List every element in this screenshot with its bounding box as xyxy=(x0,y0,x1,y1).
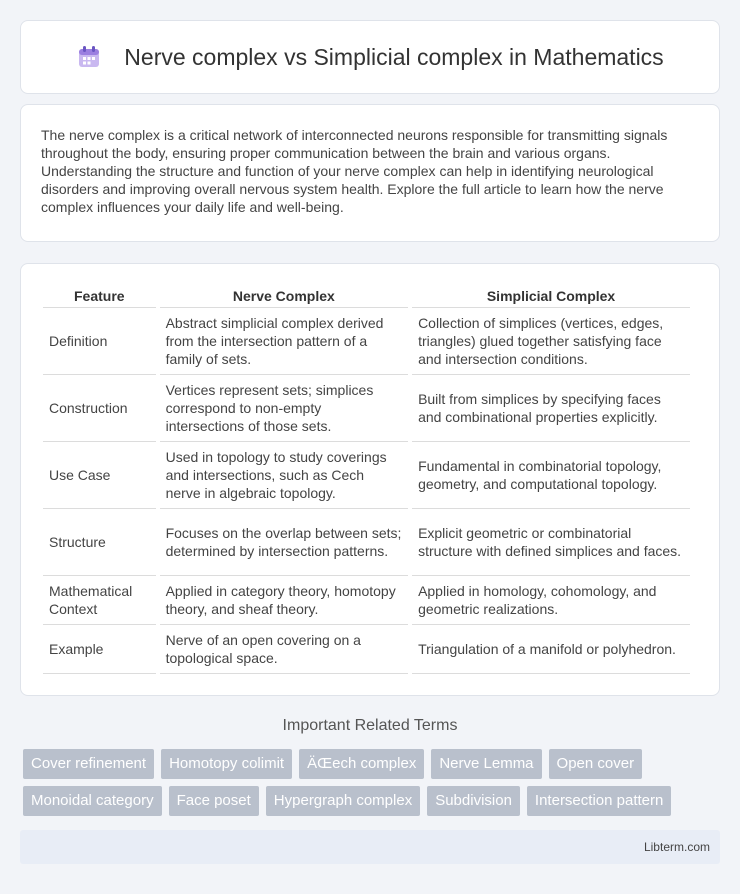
related-terms xyxy=(23,749,723,823)
calendar-icon xyxy=(76,44,102,70)
simplicial-cell: Built from simplices by specifying faces and combinational properties explicitly. xyxy=(412,375,690,442)
simplicial-cell: Collection of simplices (vertices, edges, triangles) glued together satisfying face and intersection conditions. xyxy=(412,308,690,375)
feature-cell: Definition xyxy=(43,308,156,375)
table-row xyxy=(43,509,690,576)
feature-cell: Construction xyxy=(43,375,156,442)
comparison-table xyxy=(39,284,694,674)
table-row xyxy=(43,308,690,375)
header-nerve-complex: Nerve Complex xyxy=(160,284,408,308)
tag-cech-complex[interactable]: ÄŒech complex xyxy=(299,749,424,779)
nerve-cell: Nerve of an open covering on a topological space. xyxy=(160,625,408,674)
tag-subdivision[interactable]: Subdivision xyxy=(427,786,520,816)
simplicial-cell: Applied in homology, cohomology, and geometric realizations. xyxy=(412,576,690,625)
feature-cell: Example xyxy=(43,625,156,674)
simplicial-cell: Triangulation of a manifold or polyhedron. xyxy=(412,625,690,674)
table-row xyxy=(43,576,690,625)
table-row xyxy=(43,625,690,674)
nerve-cell: Abstract simplicial complex derived from the intersection pattern of a family of sets. xyxy=(160,308,408,375)
tag-row xyxy=(23,749,723,779)
footer xyxy=(20,830,720,864)
simplicial-cell: Fundamental in combinatorial topology, geometry, and computational topology. xyxy=(412,442,690,509)
table-row xyxy=(43,375,690,442)
nerve-cell: Applied in category theory, homotopy theory, and sheaf theory. xyxy=(160,576,408,625)
feature-cell: Use Case xyxy=(43,442,156,509)
related-terms-title: Important Related Terms xyxy=(282,717,458,734)
tag-monoidal-category[interactable]: Monoidal category xyxy=(23,786,162,816)
intro-card xyxy=(20,104,720,242)
header-feature: Feature xyxy=(43,284,156,308)
tag-intersection-pattern[interactable]: Intersection pattern xyxy=(527,786,671,816)
nerve-cell: Used in topology to study coverings and intersections, such as Cech nerve in algebraic topology. xyxy=(160,442,408,509)
footer-site-link[interactable]: Libterm.com xyxy=(643,840,710,854)
page-title: Nerve complex vs Simplicial complex in Mathematics xyxy=(124,43,664,70)
nerve-cell: Focuses on the overlap between sets; determined by intersection patterns. xyxy=(160,509,408,576)
table-row xyxy=(43,442,690,509)
title-card xyxy=(20,20,720,94)
header-simplicial-complex: Simplicial Complex xyxy=(412,284,690,308)
feature-cell: Structure xyxy=(43,509,156,576)
nerve-cell: Vertices represent sets; simplices correspond to non-empty intersections of those sets. xyxy=(160,375,408,442)
tag-face-poset[interactable]: Face poset xyxy=(169,786,259,816)
simplicial-cell: Explicit geometric or combinatorial structure with defined simplices and faces. xyxy=(412,509,690,576)
intro-paragraph: The nerve complex is a critical network of interconnected neurons responsible for transmitting signals throughout the body, ensuring proper communication between the brain and various organs. Understanding the structure and function of your nerve complex can help in identifying neurological disorders and improving overall nervous system health. Explore the full article to learn how the nerve complex influences your daily life and well-being. xyxy=(41,127,668,215)
tag-open-cover[interactable]: Open cover xyxy=(549,749,643,779)
tag-hypergraph-complex[interactable]: Hypergraph complex xyxy=(266,786,420,816)
tag-nerve-lemma[interactable]: Nerve Lemma xyxy=(431,749,541,779)
comparison-card xyxy=(20,263,720,696)
tag-homotopy-colimit[interactable]: Homotopy colimit xyxy=(161,749,292,779)
tag-cover-refinement[interactable]: Cover refinement xyxy=(23,749,154,779)
tag-row xyxy=(23,786,723,816)
feature-cell: Mathematical Context xyxy=(43,576,156,625)
